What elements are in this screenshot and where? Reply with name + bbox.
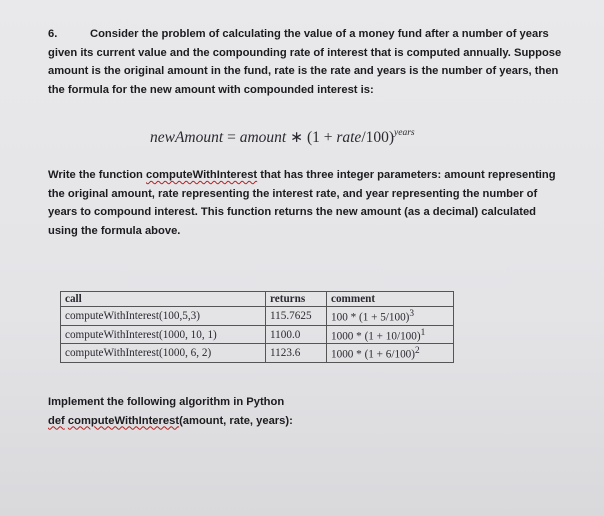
problem-intro-text: Consider the problem of calculating the value of a money fund after a number of years given its current value and the compounding rate of interest that is computed annually. Suppose amount is the original amount in the fund, rate is the rate and years is the number of years, then the formula for the new amount with compounded interest is: (48, 28, 562, 96)
formula-amount: amount (239, 129, 287, 146)
task-text-after: that has three integer parameters: amount representing the original amount, rate representing the interest rate, and year representing the number of years to compound interest. This function returns the new amount (as a decimal) calculated using the formula above. (48, 169, 556, 237)
formula-exponent: years (394, 128, 415, 138)
cell-call: computeWithInterest(100,5,3) (61, 307, 266, 326)
def-keyword: def (48, 414, 65, 427)
cell-returns: 115.7625 (266, 307, 327, 326)
formula-lhs: newAmount (150, 129, 224, 146)
formula-equals: = (227, 129, 236, 146)
implement-section (48, 393, 448, 430)
table-row (61, 325, 454, 344)
formula-paren-open: (1 + (306, 129, 333, 146)
formula-divide: /100) (361, 129, 395, 146)
signature-function-name: computeWithInterest (67, 414, 180, 427)
implement-instruction: Implement the following algorithm in Python (48, 396, 285, 408)
table-row (61, 344, 454, 363)
cell-comment: $100 * (1 + 5/100)^3$ (327, 307, 454, 326)
examples-table (60, 291, 454, 363)
formula-rate: rate (336, 129, 362, 146)
problem-number: 6. (48, 28, 58, 40)
task-text-before: Write the function (48, 169, 146, 181)
cell-returns: 1123.6 (266, 344, 327, 363)
header-returns: returns (266, 292, 327, 307)
task-function-name: computeWithInterest (146, 169, 258, 181)
compound-interest-formula (150, 128, 415, 147)
header-comment: comment (327, 292, 454, 307)
task-description (48, 166, 566, 240)
cell-returns: 1100.0 (266, 325, 327, 344)
cell-call: computeWithInterest(1000, 10, 1) (61, 325, 266, 344)
cell-comment: $1000 * (1 + 6/100)^2$ (327, 344, 454, 363)
cell-call: computeWithInterest(1000, 6, 2) (61, 344, 266, 363)
signature-args: (amount, rate, years): (179, 414, 293, 427)
cell-comment: $1000 * (1 + 10/100)^1$ (327, 325, 454, 344)
problem-statement (48, 25, 566, 99)
formula-multiply: ∗ (290, 129, 304, 146)
table-row (61, 307, 454, 326)
table-header-row (61, 292, 454, 307)
header-call: call (61, 292, 266, 307)
function-signature (48, 412, 448, 431)
